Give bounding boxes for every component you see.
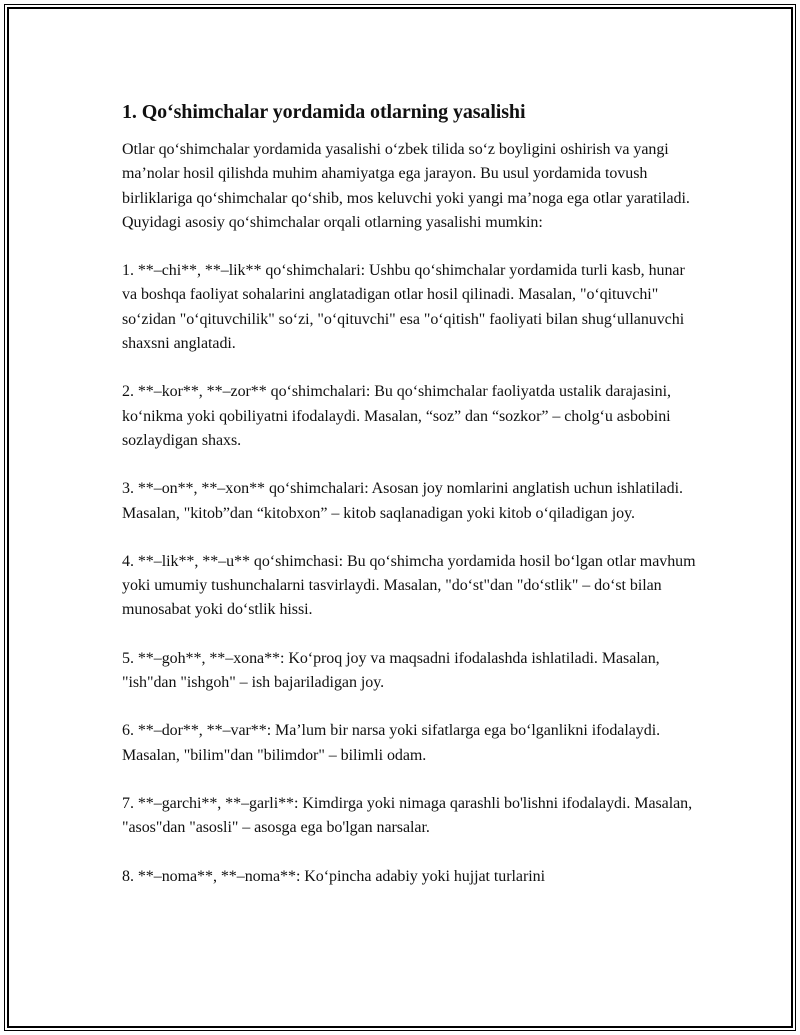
list-item-goh-xona: 5. **–goh**, **–xona**: Ko‘proq joy va maqsadni ifodalashda ishlatiladi. Masalan, "ish"dan "ishgoh" – ish bajariladigan joy.: [122, 649, 660, 692]
list-item-on-xon: 3. **–on**, **–xon** qo‘shimchalari: Asosan joy nomlarini anglatish uchun ishlatiladi. Masalan, "kitob”dan “kitobxon” – kitob saqlanadigan yoki kitob o‘qiladigan joy.: [122, 480, 683, 522]
list-item-dor-var: 6. **–dor**, **–var**: Ma’lum bir narsa yoki sifatlarga ega bo‘lganlikni ifodalaydi. Masalan, "bilim"dan "bilimdor" – bilimli odam.: [122, 722, 661, 764]
page-frame: [4, 4, 796, 1031]
list-item-lik-u: 4. **–lik**, **–u** qo‘shimchasi: Bu qo‘shimcha yordamida hosil bo‘lgan otlar mavhum yoki umumiy tushunchalarni tasvirlaydi. Masalan, "do‘st"dan "do‘stlik" – do‘st bilan munosabat yoki do‘stlik hissi.: [122, 552, 696, 619]
section-heading: 1. Qo‘shimchalar yordamida otlarning yasalishi: [122, 101, 526, 123]
list-item-chi-lik: 1. **–chi**, **–lik** qo‘shimchalari: Ushbu qo‘shimchalar yordamida turli kasb, hunar va boshqa faoliyat sohalarini anglatadigan otlar hosil qilinadi. Masalan, "o‘qituvchi" so‘zidan "o‘qituvchilik" so‘zi, "o‘qituvchi" esa "o‘qitish" faoliyati bilan shug‘ullanuvchi shaxsni anglatadi.: [122, 262, 685, 353]
document-body: [122, 99, 697, 913]
intro-paragraph: Otlar qo‘shimchalar yordamida yasalishi o‘zbek tilida so‘z boyligini oshirish va yangi ma’nolar hosil qilishda muhim ahamiyatga ega jarayon. Bu usul yordamida tovush birliklariga qo‘shimchalar qo‘shib, mos keluvchi yoki yangi ma’noga ega otlar yaratiladi. Quyidagi asosiy qo‘shimchalar orqali otlarning yasalishi mumkin:: [122, 141, 690, 231]
list-item-garchi-garli: 7. **–garchi**, **–garli**: Kimdirga yoki nimaga qarashli bo'lishni ifodalaydi. Masalan, "asos"dan "asosli" – asosga ega bo'lgan narsalar.: [122, 794, 693, 837]
list-item-kor-zor: 2. **–kor**, **–zor** qo‘shimchalari: Bu qo‘shimchalar faoliyatda ustalik darajasini, ko‘nikma yoki qobiliyatni ifodalaydi. Masalan, “soz” dan “sozkor” – cholg‘u asbobini sozlaydigan shaxs.: [122, 383, 671, 449]
list-item-noma: 8. **–noma**, **–noma**: Ko‘pincha adabiy yoki hujjat turlarini: [122, 867, 545, 885]
